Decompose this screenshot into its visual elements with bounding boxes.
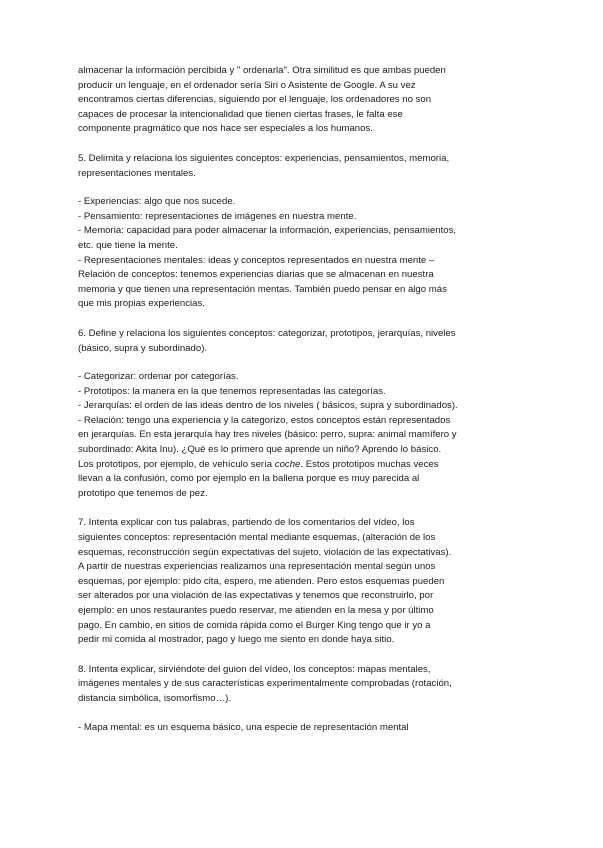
question-line: 6. Define y relaciona los siguientes conceptos: categorizar, prototipos, jerarquías, niveles xyxy=(78,327,456,339)
text-line: pedir mi comida al mostrador, pago y luego me siento en donde haya sitio. xyxy=(78,634,395,646)
answer-8 xyxy=(78,721,521,736)
text-line: que mis propias experiencias. xyxy=(78,298,205,310)
text-line: memoria y que tienen una representación mentas. También puedo pensar en algo más xyxy=(78,283,447,295)
text-run: . Estos prototipos muchas veces xyxy=(300,458,439,470)
list-item xyxy=(78,399,521,414)
text-line: - Prototipos: la manera en la que tenemos representadas las categorías. xyxy=(78,385,386,397)
list-item xyxy=(78,195,521,210)
question-7-block xyxy=(78,516,521,647)
text-line: - Experiencias: algo que nos sucede. xyxy=(78,196,236,208)
question-line: 5. Delimita y relaciona los siguientes conceptos: experiencias, pensamientos, memoria, xyxy=(78,152,450,164)
answer-5 xyxy=(78,195,521,312)
question-line: esquemas, reconstrucción según expectativas del sujeto, violación de las expectativas). xyxy=(78,546,452,558)
list-item xyxy=(78,385,521,400)
text-line: pago. En cambio, en sitios de comida rápida como el Burger King tengo que ir yo a xyxy=(78,619,431,631)
text-line: ejemplo: en unos restaurantes puedo reservar, me atienden en la mesa y por último xyxy=(78,605,434,616)
text-line-mixed xyxy=(78,458,521,473)
italic-word: coche xyxy=(274,458,301,470)
question-line: (básico, supra y subordinado). xyxy=(78,342,208,354)
question-8 xyxy=(78,663,521,707)
question-line: representaciones mentales. xyxy=(78,167,196,179)
question-line: 7. Intenta explicar con tus palabras, partiendo de los comentarios del vídeo, los xyxy=(78,517,415,529)
list-item xyxy=(78,210,521,225)
text-line: encontramos ciertas diferencias, siguiendo por el lenguaje, los ordenadores no son xyxy=(78,94,432,106)
text-line: prototipo que tenemos de pez. xyxy=(78,487,208,499)
text-line: - Jerarquías: el orden de las ideas dentro de los niveles ( básicos, supra y subordinados). xyxy=(78,400,458,412)
text-line: etc. que tiene la mente. xyxy=(78,239,178,251)
text-line: almacenar la información percibida y " ordenarla". Otra similitud es que ambas pueden xyxy=(78,65,446,76)
text-line: producir un lenguaje, en el ordenador sería Siri o Asistente de Google. A su vez xyxy=(78,79,416,91)
text-line: A partir de nuestras experiencias realizamos una representación mental según unos xyxy=(78,561,436,573)
list-item xyxy=(78,254,521,312)
text-line: - Pensamiento: representaciones de imágenes en nuestra mente. xyxy=(78,210,357,222)
list-item xyxy=(78,721,521,736)
answer-6 xyxy=(78,370,521,501)
text-line: esquemas, por ejemplo: pido cita, espero, me atienden. Pero estos esquemas pueden xyxy=(78,575,445,587)
answer-7 xyxy=(78,560,521,648)
text-line: capaces de procesar la intencionalidad que tienen ciertas frases, le falta ese xyxy=(78,108,403,120)
intro-paragraph xyxy=(78,64,521,137)
question-line: imágenes mentales y de sus características experimentalmente comprobadas (rotación, xyxy=(78,678,452,690)
text-line: - Representaciones mentales: ideas y conceptos representados en nuestra mente – xyxy=(78,254,435,266)
text-line: - Memoria: capacidad para poder almacenar la información, experiencias, pensamientos, xyxy=(78,225,457,237)
question-7 xyxy=(78,516,521,560)
question-5 xyxy=(78,152,521,181)
text-line: - Mapa mental: es un esquema básico, una especie de representación mental xyxy=(78,721,409,733)
question-6 xyxy=(78,327,521,356)
text-line: en jerarquías. En esta jerarquía hay tres niveles (básico: perro, supra: animal mamífero y xyxy=(78,429,457,441)
list-item xyxy=(78,224,521,253)
question-line: distancia simbólica, isomorfismo…). xyxy=(78,692,232,704)
text-line: llevan a la confusión, como por ejemplo en la ballena porque es muy parecida al xyxy=(78,473,420,485)
list-item xyxy=(78,414,521,502)
text-line: componente pragmático que nos hace ser especiales a los humanos. xyxy=(78,123,373,135)
text-line: - Relación: tengo una experiencia y la categorizo, estos conceptos están representados xyxy=(78,414,451,426)
question-line: siguientes conceptos: representación mental mediante esquemas, (alteración de los xyxy=(78,532,436,544)
text-line: subordinado: Akita Inu). ¿Qué es lo primero que aprende un niño? Aprendo lo básico. xyxy=(78,444,442,456)
list-item xyxy=(78,370,521,385)
text-run: Los prototipos, por ejemplo, de vehículo sería xyxy=(78,458,275,470)
question-line: 8. Intenta explicar, sirviéndote del guion del vídeo, los conceptos: mapas mentales, xyxy=(78,663,431,675)
text-line: Relación de conceptos: tenemos experiencias diarias que se almacenan en nuestra xyxy=(78,269,434,281)
text-line: - Categorizar: ordenar por categorías. xyxy=(78,371,239,383)
text-line: ser alterados por una violación de las expectativas y tenemos que reconstruirlo, por xyxy=(78,590,434,602)
